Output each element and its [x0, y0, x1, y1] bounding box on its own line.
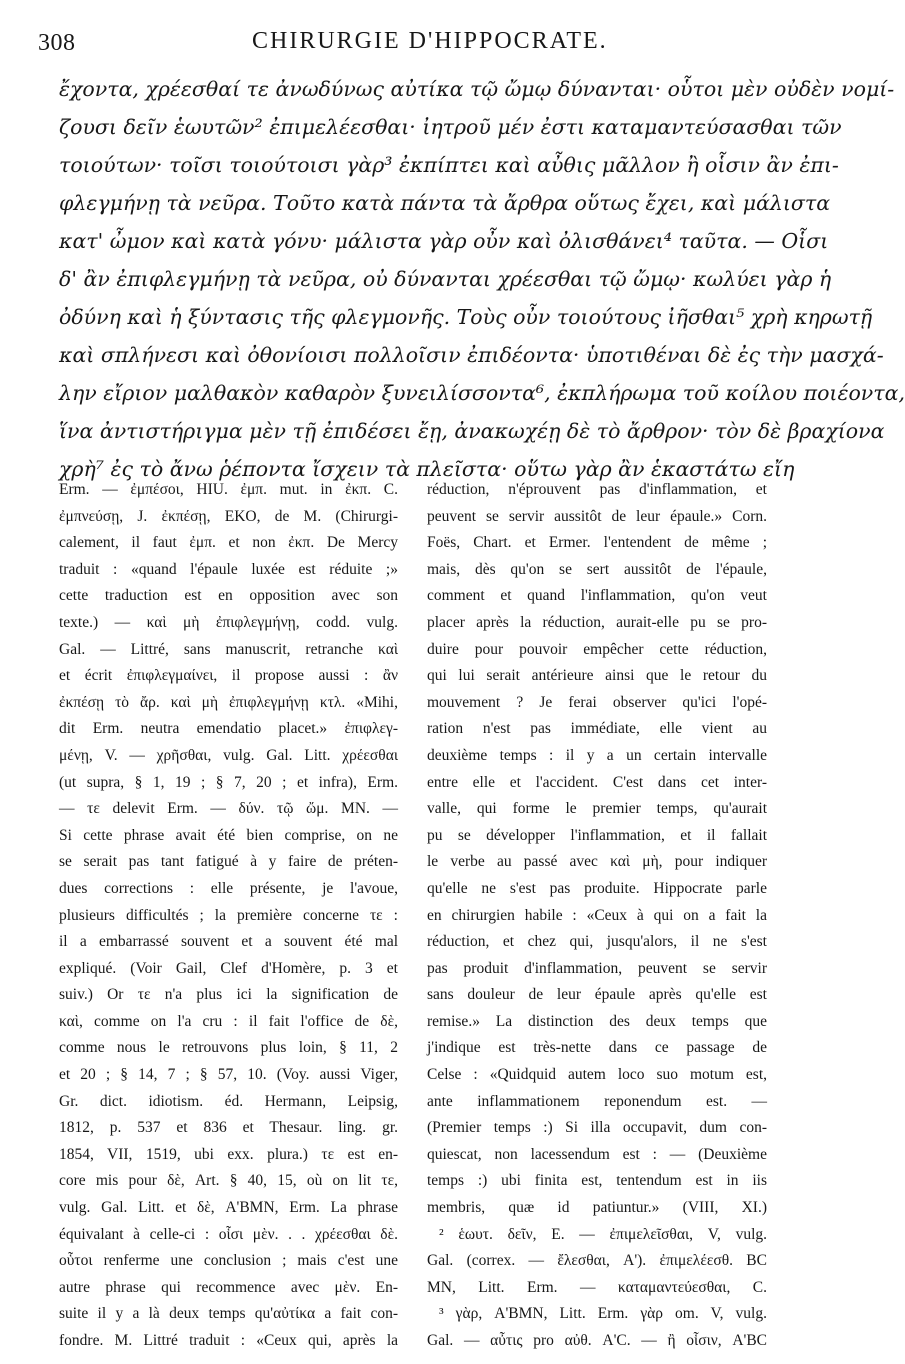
- footnotes-left-column: [59, 477, 398, 1355]
- page-number: 308: [38, 30, 76, 56]
- footnote-line: sans douleur de leur épaule après qu'elle est: [427, 986, 767, 1004]
- footnote-line: Gal. — αὖτις pro αὐθ. A'C. — ἢ οἷσιν, A'BC: [427, 1332, 767, 1349]
- footnote-line: membris, quæ id patiuntur.» (VIII, XI.): [427, 1199, 767, 1217]
- footnote-line: ἐκπέσῃ τὸ ἄρ. καὶ μὴ ἐπιφλεγμήνῃ κτλ. «Mihi,: [59, 693, 398, 711]
- footnote-line: — τε delevit Erm. — δύν. τῷ ὤμ. MN. —: [59, 800, 398, 818]
- footnote-line: duire pour pouvoir empêcher cette réduction,: [427, 640, 767, 658]
- footnote-line: 1812, p. 537 et 836 et Thesaur. ling. gr.: [59, 1119, 398, 1137]
- footnote-line: il a embarrassé souvent et a souvent été mal: [59, 933, 398, 951]
- footnote-line: le verbe au passé avec καὶ μὴ, pour indiquer: [427, 853, 767, 871]
- greek-text-line: τοιούτων· τοῖσι τοιούτοισι γὰρ³ ἐκπίπτει καὶ αὖθις μᾶλλον ἢ οἷσιν ἂν ἐπι-: [59, 153, 839, 177]
- footnote-line: mais, dès qu'on se sert aussitôt de l'épaule,: [427, 560, 767, 578]
- greek-text-block: [59, 70, 905, 488]
- footnote-line: fondre. M. Littré traduit : «Ceux qui, après la: [59, 1332, 398, 1349]
- footnote-line: autre phrase qui recommence avec μὲν. En-: [59, 1278, 398, 1296]
- footnote-line: se serait pas tant fatigué à y faire de préten-: [59, 853, 398, 871]
- footnote-line: καὶ, comme on l'a cru : il fait l'office de δὲ,: [59, 1012, 398, 1030]
- footnote-line: 1854, VII, 1519, ubi exx. plura.) τε est en-: [59, 1145, 398, 1163]
- footnote-line: dues corrections : elle présente, je l'avoue,: [59, 879, 398, 897]
- footnote-line: ³ γὰρ, A'BMN, Litt. Erm. γὰρ om. V, vulg.: [439, 1305, 767, 1323]
- footnote-line: Si cette phrase avait été bien comprise, on ne: [59, 826, 398, 844]
- greek-text-line: δ' ἂν ἐπιφλεγμήνῃ τὰ νεῦρα, οὐ δύνανται χρέεσθαι τῷ ὤμῳ· κωλύει γὰρ ἡ: [59, 267, 832, 291]
- footnote-line: remise.» La distinction des deux temps que: [427, 1012, 767, 1030]
- footnote-line: vulg. Gal. Litt. et δὲ, A'BMN, Erm. La phrase: [59, 1199, 398, 1217]
- footnote-line: Celse : «Quidquid autem loco suo motum est,: [427, 1066, 767, 1084]
- footnote-line: suiv.) Or τε n'a plus ici la signification de: [59, 986, 398, 1004]
- footnote-line: Gr. dict. idiotism. éd. Hermann, Leipsig,: [59, 1092, 398, 1110]
- footnote-line: mouvement ? Je ferai observer qu'ici l'opé-: [427, 693, 767, 711]
- footnote-line: j'indique est très-nette dans ce passage de: [427, 1039, 767, 1057]
- footnote-line: comment et quand l'inflammation, qu'on veut: [427, 587, 767, 605]
- footnote-line: οὗτοι renferme une conclusion ; mais c'est une: [59, 1252, 398, 1270]
- footnote-line: ration n'est pas immédiate, elle vient au: [427, 720, 767, 738]
- footnote-line: réduction, et chez qui, jusqu'alors, il ne s'est: [427, 933, 767, 951]
- footnote-line: équivalant à celle-ci : οἷσι μὲν. . . χρέεσθαι δὲ.: [59, 1225, 398, 1243]
- greek-text-line: καὶ σπλήνεσι καὶ ὀθονίοισι πολλοῖσιν ἐπιδέοντα· ὑποτιθέναι δὲ ἐς τὴν μασχά-: [59, 343, 884, 367]
- footnote-line: Foës, Chart. et Ermer. l'entendent de même ;: [427, 534, 767, 552]
- greek-text-line: φλεγμήνῃ τὰ νεῦρα. Τοῦτο κατὰ πάντα τὰ ἄρθρα οὕτως ἔχει, καὶ μάλιστα: [59, 191, 831, 215]
- footnote-line: quiescat, non lacessendum est : — (Deuxième: [427, 1145, 767, 1163]
- greek-text-line: ἔχοντα, χρέεσθαί τε ἀνωδύνως αὐτίκα τῷ ὤμῳ δύνανται· οὗτοι μὲν οὐδὲν νομί-: [59, 77, 895, 101]
- footnote-line: cette traduction est en opposition avec son: [59, 587, 398, 605]
- footnote-line: Gal. (correx. — ἔλεσθαι, A'). ἐπιμελέεσθ. BC: [427, 1252, 767, 1270]
- footnote-line: peuvent se servir aussitôt de leur épaule.» Corn.: [427, 507, 767, 525]
- footnote-line: MN, Litt. Erm. — καταμαντεύεσθαι, C.: [427, 1278, 767, 1296]
- footnote-line: en chirurgien habile : «Ceux à qui on a fait la: [427, 906, 767, 924]
- greek-text-line: χρὴ⁷ ἐς τὸ ἄνω ῥέποντα ἴσχειν τὰ πλεῖστα· οὕτω γὰρ ἂν ἑκαστάτω εἴη: [59, 457, 795, 481]
- page-header: [38, 24, 762, 64]
- footnote-line: ² ἑωυτ. δεῖν, E. — ἐπιμελεῖσθαι, V, vulg.: [439, 1225, 767, 1243]
- footnote-line: μένῃ, V. — χρῆσθαι, vulg. Gal. Litt. χρέεσθαι: [59, 746, 398, 764]
- footnote-line: expliqué. (Voir Gail, Clef d'Homère, p. 3 et: [59, 959, 398, 977]
- footnote-line: (Premier temps :) Si illa occupavit, dum con-: [427, 1119, 767, 1137]
- footnote-line: deuxième temps : il y a un certain intervalle: [427, 746, 767, 764]
- greek-text-line: ζουσι δεῖν ἑωυτῶν² ἐπιμελέεσθαι· ἰητροῦ μέν ἐστι καταμαντεύσασθαι τῶν: [59, 115, 842, 139]
- footnotes: [59, 477, 767, 1347]
- footnote-line: qui lui serait antérieure ainsi que le retour du: [427, 667, 767, 685]
- footnote-line: Erm. — ἐμπέσοι, HIU. ἐμπ. mut. in ἐκπ. C.: [59, 481, 398, 498]
- footnote-line: calement, il faut ἐμπ. et non ἐκπ. De Mercy: [59, 534, 398, 552]
- running-head: CHIRURGIE D'HIPPOCRATE.: [252, 28, 608, 54]
- footnote-line: Gal. — Littré, sans manuscrit, retranche καὶ: [59, 640, 398, 658]
- footnote-line: comme nous le retrouvons plus loin, § 11, 2: [59, 1039, 398, 1057]
- footnote-line: valle, qui forme le premier temps, qu'aurait: [427, 800, 767, 818]
- footnote-line: texte.) — καὶ μὴ ἐπιφλεγμήνῃ, codd. vulg.: [59, 613, 398, 631]
- greek-text-line: ἵνα ἀντιστήριγμα μὲν τῇ ἐπιδέσει ἔῃ, ἀνακωχέῃ δὲ τὸ ἄρθρον· τὸν δὲ βραχίονα: [59, 419, 885, 443]
- footnote-line: traduit : «quand l'épaule luxée est réduite ;»: [59, 560, 398, 578]
- footnote-line: (ut supra, § 1, 19 ; § 7, 20 ; et infra), Erm.: [59, 773, 398, 791]
- footnote-line: suite il y a là deux temps qu'αὐτίκα a fait con-: [59, 1305, 398, 1323]
- footnote-line: et écrit ἐπιφλεγμαίνει, il propose aussi : ἂν: [59, 667, 398, 685]
- footnote-line: entre elle et l'accident. C'est dans cet inter-: [427, 773, 767, 791]
- footnote-line: plusieurs difficultés ; la première concerne τε :: [59, 906, 398, 924]
- footnotes-right-column: [427, 477, 767, 1355]
- footnote-line: temps :) ubi finita est, tentendum est in iis: [427, 1172, 767, 1190]
- footnote-line: ἐμπνεύσῃ, J. ἐκπέσῃ, EKO, de M. (Chirurgi-: [59, 507, 398, 525]
- greek-text-line: κατ' ὦμον καὶ κατὰ γόνυ· μάλιστα γὰρ οὖν καὶ ὀλισθάνει⁴ ταῦτα. — Οἷσι: [59, 229, 829, 253]
- footnote-line: core mis pour δὲ, Art. § 40, 15, où on lit τε,: [59, 1172, 398, 1190]
- footnote-line: qu'elle ne s'est pas produite. Hippocrate parle: [427, 879, 767, 897]
- footnote-line: réduction, n'éprouvent pas d'inflammation, et: [427, 481, 767, 498]
- footnote-line: et 20 ; § 14, 7 ; § 57, 10. (Voy. aussi Viger,: [59, 1066, 398, 1084]
- footnote-line: dit Erm. neutra emendatio placet.» ἐπιφλεγ-: [59, 720, 398, 738]
- footnote-line: pas produit d'inflammation, peuvent se servir: [427, 959, 767, 977]
- greek-text-line: λην εἴριον μαλθακὸν καθαρὸν ξυνειλίσσοντα⁶, ἐκπλήρωμα τοῦ κοίλου ποιέοντα,: [59, 381, 905, 405]
- footnote-line: ante inflammationem reponendum est. —: [427, 1092, 767, 1110]
- footnote-line: placer après la réduction, aurait-elle pu se pro-: [427, 613, 767, 631]
- greek-text-line: ὀδύνη καὶ ἡ ξύντασις τῆς φλεγμονῆς. Τοὺς οὖν τοιούτους ἰῆσθαι⁵ χρὴ κηρωτῇ: [59, 305, 873, 329]
- footnote-line: pu se développer l'inflammation, et il fallait: [427, 826, 767, 844]
